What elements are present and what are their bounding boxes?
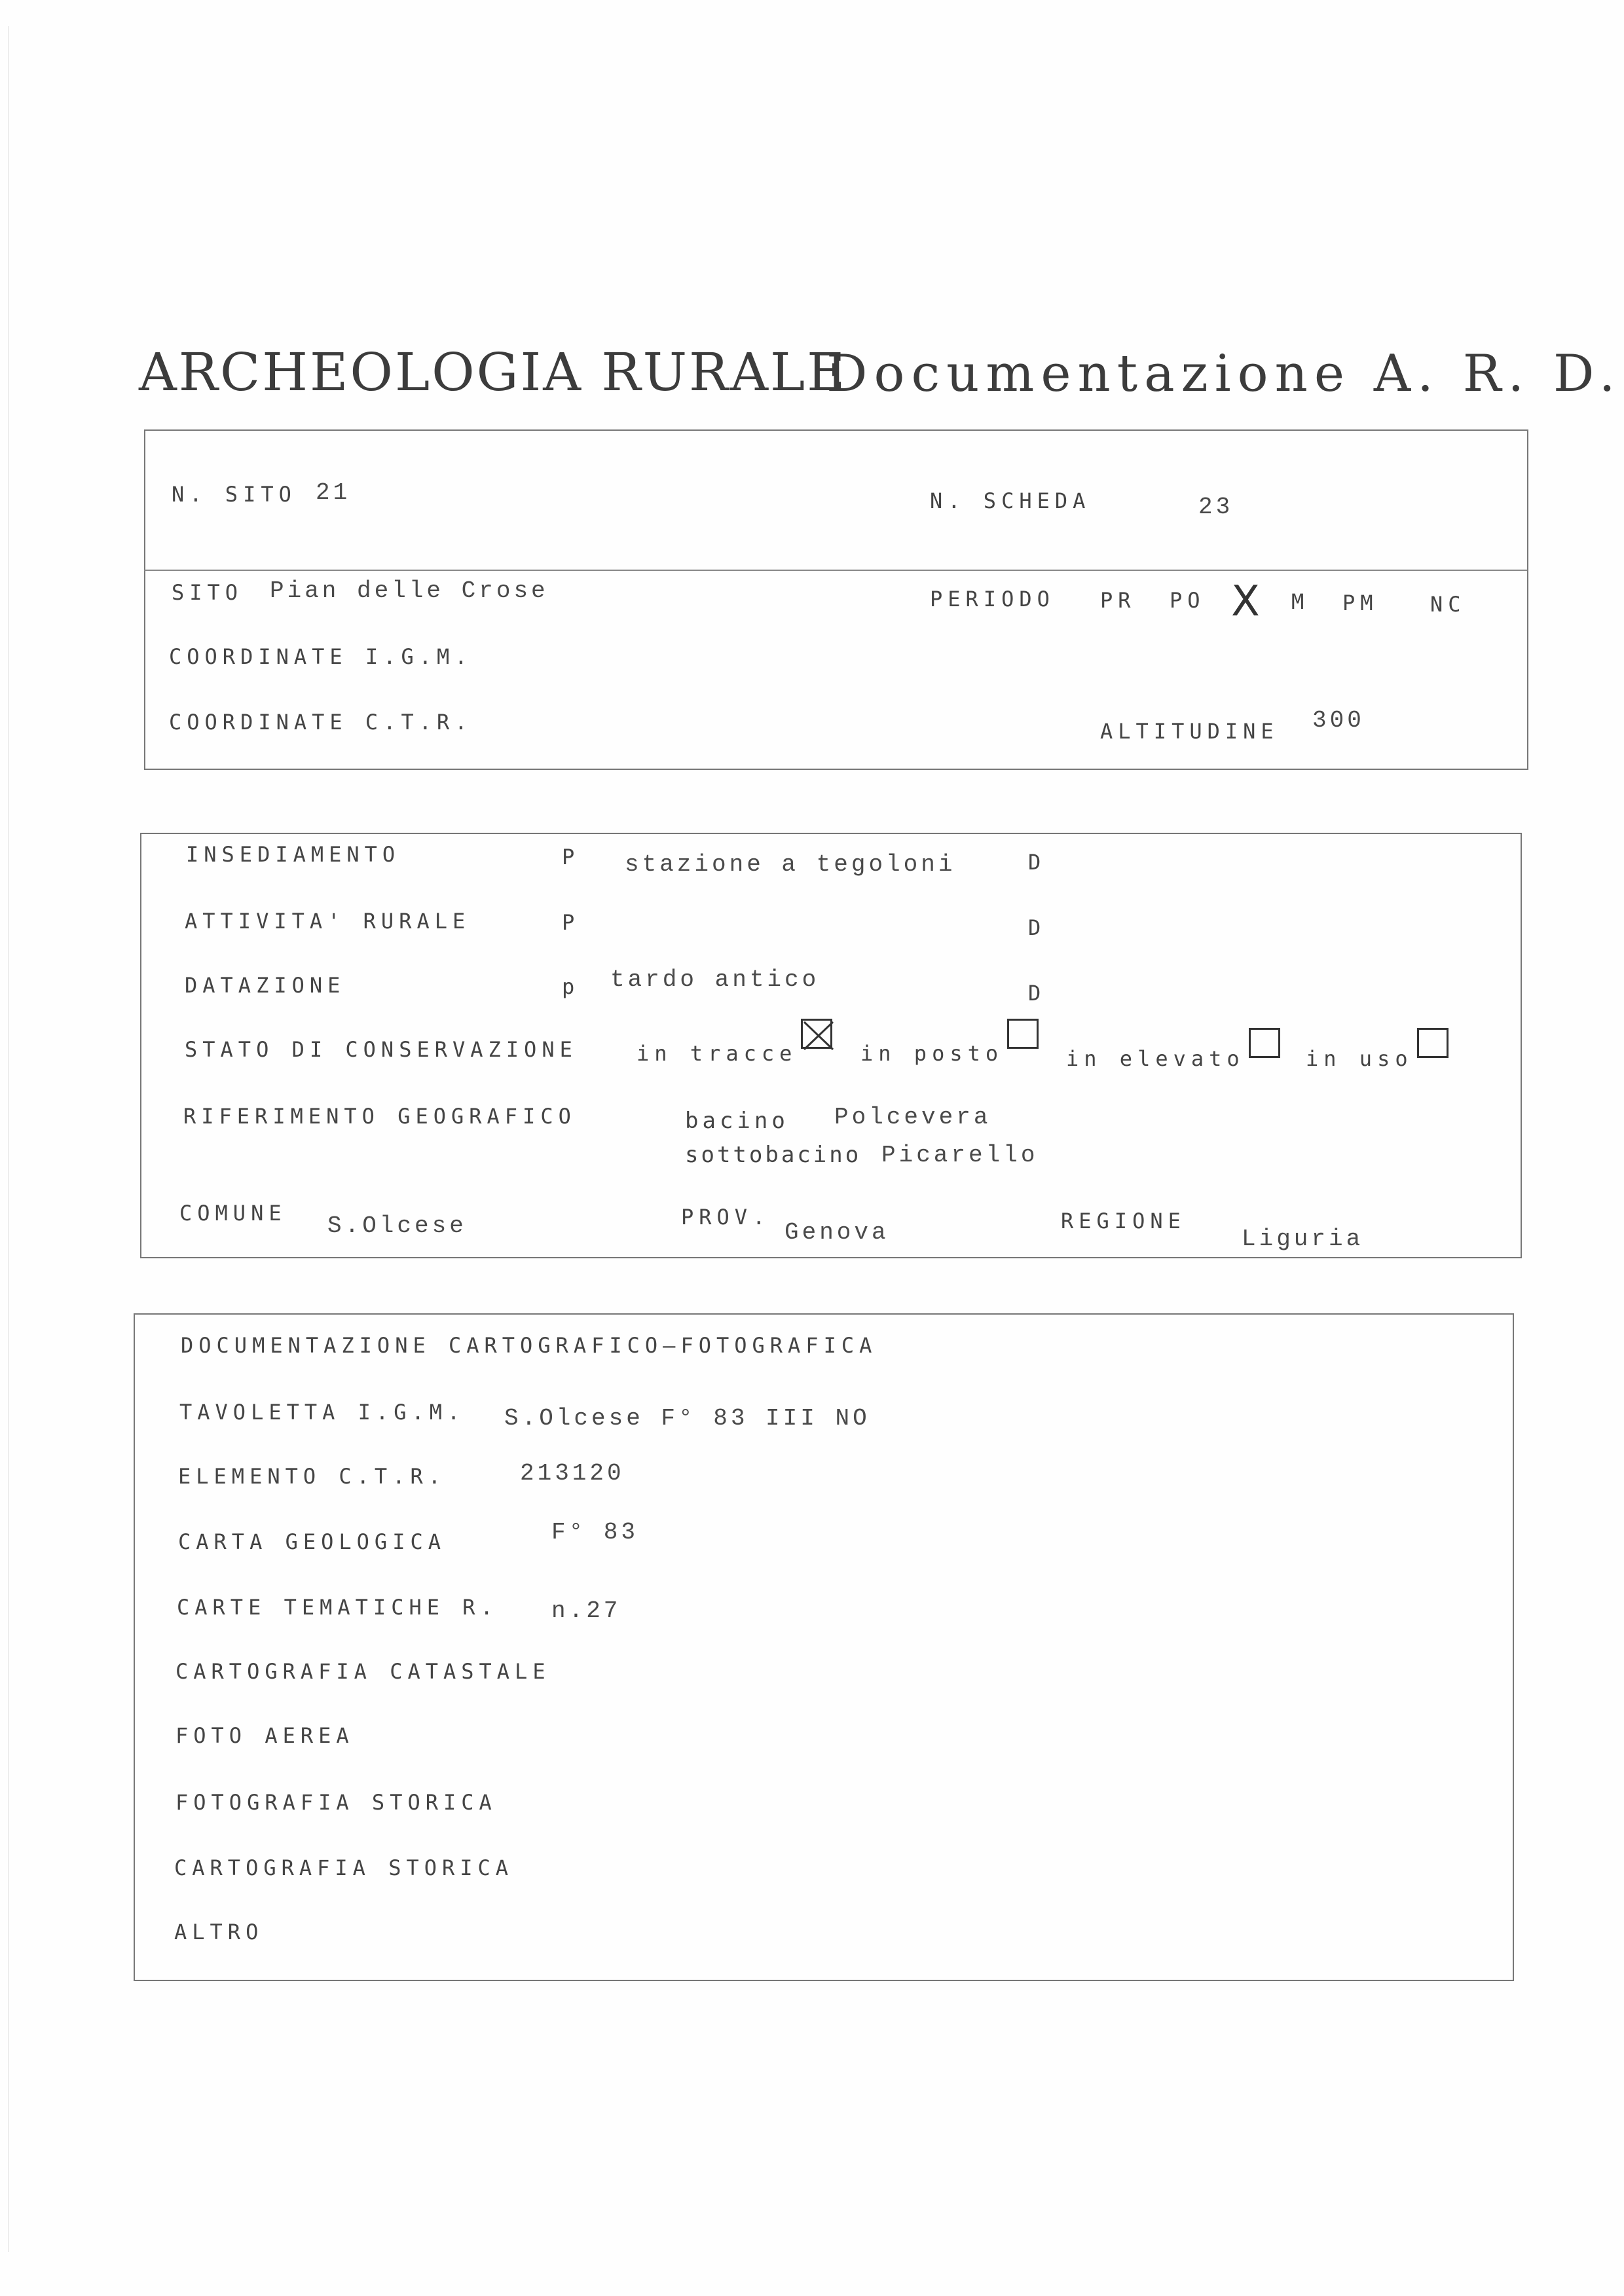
periodo-option-nc: NC — [1430, 592, 1466, 617]
stato-option-in-elevato — [1066, 1028, 1280, 1071]
insediamento-p: P — [562, 845, 580, 869]
title-archeologia-rurale: ARCHEOLOGIA RURALE — [139, 342, 847, 403]
periodo-option-pm: PM — [1342, 591, 1378, 615]
elemento-label: ELEMENTO C.T.R. — [178, 1464, 446, 1489]
attivita-p: P — [562, 910, 580, 935]
fotografia-storica-label: FOTOGRAFIA STORICA — [175, 1790, 497, 1815]
altro-label: ALTRO — [174, 1920, 264, 1944]
carta-geologica-label: CARTA GEOLOGICA — [178, 1529, 446, 1554]
bacino-label: bacino — [685, 1108, 789, 1134]
stato-option-in-uso — [1306, 1028, 1449, 1071]
carte-tematiche-value: n.27 — [551, 1597, 621, 1624]
riferimento-label: RIFERIMENTO GEOGRAFICO — [183, 1104, 576, 1129]
attivita-label: ATTIVITA' RURALE — [185, 909, 471, 934]
sito-value: Pian delle Crose — [270, 577, 549, 604]
datazione-label: DATAZIONE — [185, 973, 346, 998]
regione-value: Liguria — [1242, 1226, 1364, 1252]
checkbox-in-elevato[interactable] — [1249, 1028, 1280, 1058]
carta-geologica-value: F° 83 — [551, 1519, 639, 1546]
periodo-selected-mark: X — [1231, 577, 1260, 626]
tavoletta-value: S.Olcese F° 83 III NO — [504, 1405, 870, 1432]
stato-option-label: in posto — [860, 1041, 1004, 1066]
insediamento-d: D — [1028, 850, 1046, 875]
checkbox-in-tracce[interactable] — [801, 1019, 832, 1049]
n-sito-label: N. SITO — [172, 482, 297, 507]
periodo-label: PERIODO — [930, 587, 1055, 611]
n-sito-value: 21 — [316, 479, 351, 506]
carte-tematiche-label: CARTE TEMATICHE R. — [177, 1595, 498, 1620]
insediamento-value: stazione a tegoloni — [625, 851, 956, 878]
coord-igm-label: COORDINATE I.G.M. — [169, 644, 473, 669]
stato-option-label: in tracce — [637, 1041, 798, 1066]
coord-ctr-label: COORDINATE C.T.R. — [169, 710, 473, 735]
datazione-value: tardo antico — [610, 966, 820, 993]
section-site-divider — [144, 570, 1527, 571]
stato-option-label: in elevato — [1066, 1046, 1245, 1071]
comune-label: COMUNE — [179, 1201, 287, 1226]
title-documentazione: Documentazione A. R. D. — [826, 344, 1622, 403]
checkbox-in-posto[interactable] — [1007, 1019, 1039, 1049]
cartografia-catastale-label: CARTOGRAFIA CATASTALE — [175, 1659, 551, 1684]
sottobacino-label: sottobacino — [685, 1142, 862, 1168]
stato-option-in-tracce — [637, 1019, 832, 1066]
periodo-option-m: M — [1291, 589, 1310, 614]
datazione-d: D — [1028, 981, 1046, 1006]
foto-aerea-label: FOTO AEREA — [175, 1723, 354, 1748]
documentazione-heading: DOCUMENTAZIONE CARTOGRAFICO—FOTOGRAFICA — [181, 1333, 877, 1358]
attivita-d: D — [1028, 915, 1046, 940]
comune-value: S.Olcese — [327, 1212, 467, 1239]
altitudine-value: 300 — [1312, 707, 1365, 734]
n-scheda-label: N. SCHEDA — [930, 488, 1091, 513]
bacino-value: Polcevera — [834, 1104, 991, 1131]
periodo-option-po: PO — [1170, 588, 1206, 613]
stato-option-label: in uso — [1306, 1046, 1413, 1071]
prov-value: Genova — [784, 1219, 889, 1246]
elemento-value: 213120 — [520, 1460, 625, 1487]
page-edge — [8, 26, 9, 2252]
tavoletta-label: TAVOLETTA I.G.M. — [179, 1400, 466, 1425]
stato-option-in-posto — [860, 1019, 1039, 1066]
datazione-p: p — [562, 974, 580, 999]
sottobacino-value: Picarello — [881, 1142, 1039, 1169]
sito-label: SITO — [172, 580, 244, 605]
stato-label: STATO DI CONSERVAZIONE — [185, 1037, 578, 1062]
insediamento-label: INSEDIAMENTO — [186, 842, 401, 867]
checkbox-in-uso[interactable] — [1417, 1028, 1449, 1058]
cartografia-storica-label: CARTOGRAFIA STORICA — [174, 1855, 514, 1880]
regione-label: REGIONE — [1061, 1209, 1186, 1233]
periodo-option-pr: PR — [1100, 588, 1136, 613]
n-scheda-value: 23 — [1198, 494, 1234, 520]
prov-label: PROV. — [681, 1205, 771, 1230]
altitudine-label: ALTITUDINE — [1100, 719, 1279, 744]
